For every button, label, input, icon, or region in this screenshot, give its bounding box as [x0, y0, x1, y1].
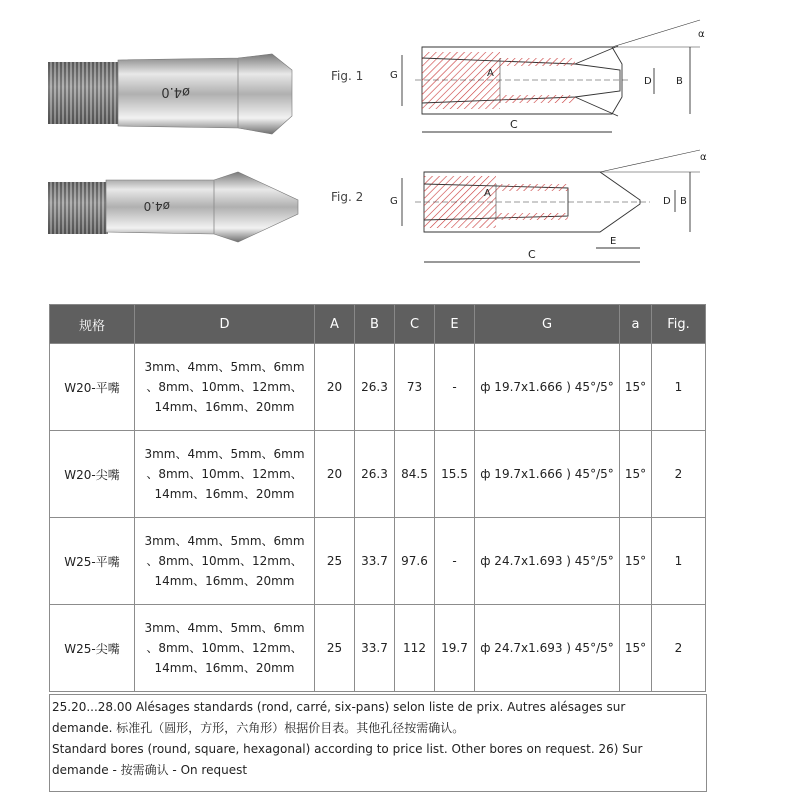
header-b: B [355, 305, 395, 344]
d-line: 3mm、4mm、5mm、6mm [144, 447, 305, 461]
footnote-line: Standard bores (round, square, hexagonal) according to price list. Other bores on request. 26) Sur [52, 742, 643, 756]
cell-d [135, 344, 315, 431]
fig2-dim-a: A [484, 188, 491, 199]
collet-engraving-2: ø4.0 [143, 199, 170, 213]
fig1-dim-a: A [487, 68, 494, 79]
footnote-line: 25.20...28.00 Alésages standards (rond, carré, six-pans) selon liste de prix. Autres alésages sur [52, 700, 626, 714]
cell-g: ф 24.7x1.693 ) 45°/5° [475, 605, 620, 692]
footnote-line: demande - 按需确认 - On request [52, 763, 248, 777]
cell-fig: 2 [652, 431, 706, 518]
fig2-dim-e: E [610, 236, 617, 247]
fig1-dim-d: D [644, 76, 652, 87]
fig1-dim-c: C [510, 118, 518, 131]
cell-a: 20 [315, 431, 355, 518]
cell-b: 33.7 [355, 518, 395, 605]
cell-alpha: 15° [620, 431, 652, 518]
cell-fig: 1 [652, 518, 706, 605]
cell-g: ф 19.7x1.666 ) 45°/5° [475, 431, 620, 518]
d-line: 、8mm、10mm、12mm、 [146, 554, 303, 568]
header-d: D [135, 305, 315, 344]
header-fig: Fig. [652, 305, 706, 344]
fig2-dim-c: C [528, 248, 536, 261]
cell-a: 25 [315, 605, 355, 692]
d-line: 3mm、4mm、5mm、6mm [144, 621, 305, 635]
cell-b: 26.3 [355, 431, 395, 518]
d-line: 3mm、4mm、5mm、6mm [144, 534, 305, 548]
cell-alpha: 15° [620, 344, 652, 431]
cell-e: 15.5 [435, 431, 475, 518]
table-row [50, 605, 706, 692]
cell-c: 112 [395, 605, 435, 692]
fig2-dim-d: D [663, 196, 671, 207]
header-alpha: a [620, 305, 652, 344]
fig1-label: Fig. 1 [331, 69, 364, 83]
fig2-drawing [402, 150, 700, 262]
cell-fig: 2 [652, 605, 706, 692]
cell-d [135, 518, 315, 605]
cell-e: - [435, 518, 475, 605]
spec-table [49, 304, 706, 692]
table-row [50, 344, 706, 431]
cell-spec: W25-平嘴 [50, 518, 135, 605]
header-spec: 规格 [50, 305, 135, 344]
table-row [50, 518, 706, 605]
cell-e: - [435, 344, 475, 431]
collet-photo-pointed [48, 172, 298, 242]
fig1-drawing [402, 20, 700, 132]
cell-alpha: 15° [620, 605, 652, 692]
cell-g: ф 19.7x1.666 ) 45°/5° [475, 344, 620, 431]
fig1-dim-alpha: α [698, 29, 705, 40]
cell-c: 73 [395, 344, 435, 431]
d-line: 、8mm、10mm、12mm、 [146, 641, 303, 655]
fig2-dim-g: G [390, 196, 398, 207]
d-line: 14mm、16mm、20mm [154, 487, 295, 501]
table-row [50, 431, 706, 518]
cell-spec: W20-尖嘴 [50, 431, 135, 518]
d-line: 、8mm、10mm、12mm、 [146, 467, 303, 481]
cell-b: 26.3 [355, 344, 395, 431]
cell-a: 25 [315, 518, 355, 605]
d-line: 3mm、4mm、5mm、6mm [144, 360, 305, 374]
header-c: C [395, 305, 435, 344]
fig2-dim-alpha: α [700, 152, 707, 163]
figures-svg [0, 0, 811, 300]
fig1-dim-g: G [390, 70, 398, 81]
d-line: 14mm、16mm、20mm [154, 574, 295, 588]
d-line: 14mm、16mm、20mm [154, 661, 295, 675]
header-a: A [315, 305, 355, 344]
collet-engraving-1: ø4.0 [161, 84, 190, 99]
cell-d [135, 605, 315, 692]
footnote-box [49, 694, 707, 792]
collet-photo-flat [48, 54, 292, 134]
footnote-line: demande. 标准孔（圆形，方形，六角形）根据价目表。其他孔径按需确认。 [52, 721, 465, 735]
cell-alpha: 15° [620, 518, 652, 605]
fig2-dim-b: B [680, 196, 687, 207]
cell-c: 97.6 [395, 518, 435, 605]
fig1-dim-b: B [676, 76, 683, 87]
header-e: E [435, 305, 475, 344]
table-header-row [50, 305, 706, 344]
d-line: 、8mm、10mm、12mm、 [146, 380, 303, 394]
cell-spec: W20-平嘴 [50, 344, 135, 431]
cell-e: 19.7 [435, 605, 475, 692]
header-g: G [475, 305, 620, 344]
cell-d [135, 431, 315, 518]
cell-b: 33.7 [355, 605, 395, 692]
cell-a: 20 [315, 344, 355, 431]
cell-spec: W25-尖嘴 [50, 605, 135, 692]
cell-fig: 1 [652, 344, 706, 431]
fig2-label: Fig. 2 [331, 190, 364, 204]
cell-g: ф 24.7x1.693 ) 45°/5° [475, 518, 620, 605]
d-line: 14mm、16mm、20mm [154, 400, 295, 414]
cell-c: 84.5 [395, 431, 435, 518]
figures-area [0, 0, 811, 300]
